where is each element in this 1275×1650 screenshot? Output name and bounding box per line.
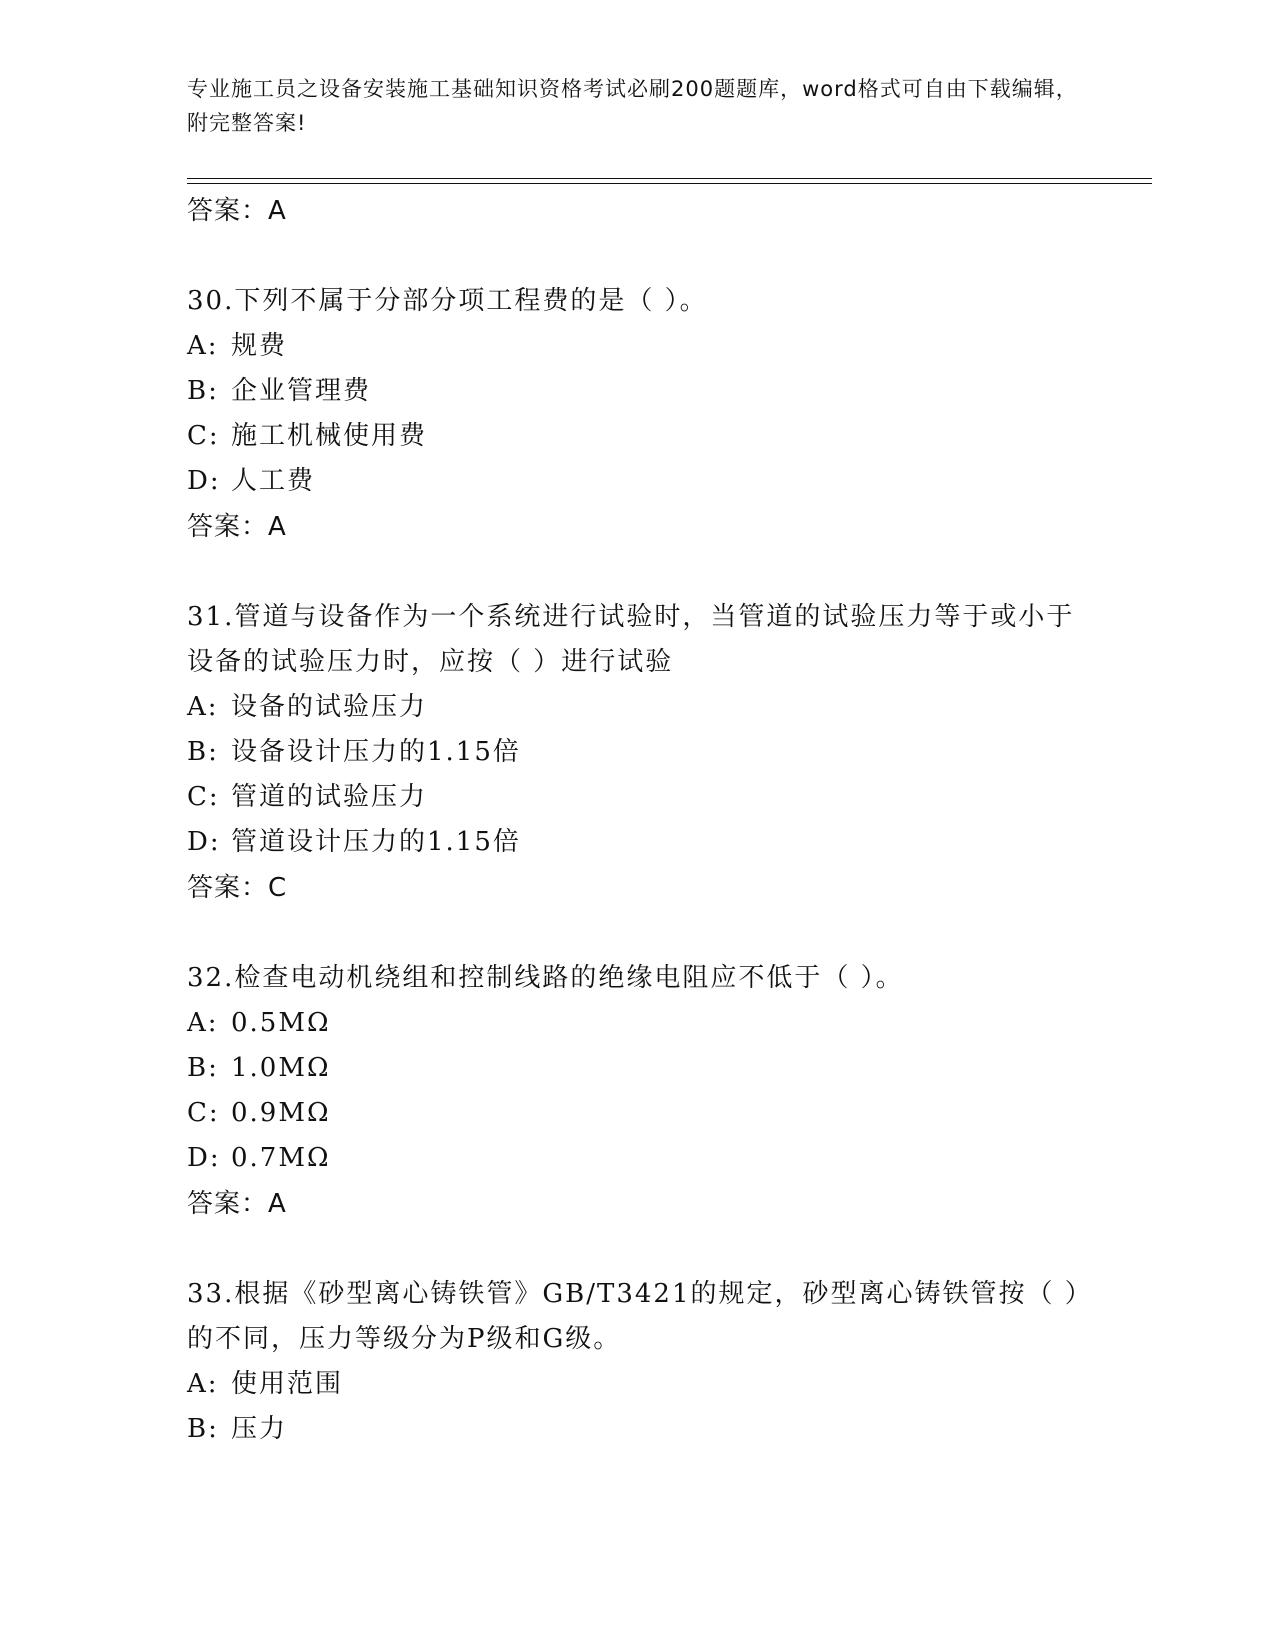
option-text: 0.7MΩ — [231, 1143, 331, 1173]
spacer — [187, 550, 1087, 595]
question-item — [187, 595, 1087, 911]
spacer — [187, 911, 1087, 956]
option-d — [187, 1136, 1087, 1181]
option-text: 1.0MΩ — [231, 1053, 331, 1083]
option-d — [187, 820, 1087, 865]
option-a — [187, 1362, 1087, 1407]
option-text: 规费 — [231, 331, 288, 361]
option-key: C: — [187, 421, 220, 451]
option-a — [187, 1001, 1087, 1046]
question-item — [187, 279, 1087, 550]
option-b — [187, 730, 1087, 775]
option-key: D: — [187, 827, 221, 857]
option-key: A: — [187, 331, 219, 361]
option-a — [187, 324, 1087, 369]
option-text: 管道的试验压力 — [231, 782, 428, 812]
option-text: 使用范围 — [231, 1369, 344, 1399]
option-text: 施工机械使用费 — [231, 421, 428, 451]
question-text: 30.下列不属于分部分项工程费的是（ ）。 — [187, 286, 708, 316]
option-b — [187, 1407, 1087, 1452]
question-item — [187, 956, 1087, 1227]
question-item — [187, 1272, 1087, 1452]
question-text: 33.根据《砂型离心铸铁管》GB/T3421的规定，砂型离心铸铁管按（ ）的不同，压力等级分为P级和G级。 — [187, 1279, 1080, 1354]
answer-line: 答案：A — [187, 512, 287, 542]
option-c — [187, 775, 1087, 820]
answer-line: 答案：A — [187, 1189, 287, 1219]
option-b — [187, 1046, 1087, 1091]
option-text: 企业管理费 — [231, 376, 372, 406]
option-key: B: — [187, 1053, 219, 1083]
option-c — [187, 1091, 1087, 1136]
option-d — [187, 459, 1087, 504]
option-text: 人工费 — [231, 466, 316, 496]
option-key: C: — [187, 782, 220, 812]
option-key: B: — [187, 376, 219, 406]
question-list — [187, 188, 1087, 1452]
option-key: B: — [187, 737, 219, 767]
page-header-title: 专业施工员之设备安装施工基础知识资格考试必刷200题题库，word格式可自由下载编辑，附完整答案! — [187, 77, 1078, 135]
answer-line: 答案：A — [187, 196, 287, 226]
header-divider-bottom — [187, 183, 1152, 184]
option-key: D: — [187, 1143, 221, 1173]
answer-line: 答案：C — [187, 873, 288, 903]
option-key: A: — [187, 1369, 219, 1399]
option-key: D: — [187, 466, 221, 496]
option-key: C: — [187, 1098, 220, 1128]
option-a — [187, 685, 1087, 730]
option-text: 压力 — [231, 1414, 288, 1444]
option-text: 管道设计压力的1.15倍 — [231, 827, 521, 857]
option-key: A: — [187, 1008, 219, 1038]
spacer — [187, 1227, 1087, 1272]
option-c — [187, 414, 1087, 459]
option-key: B: — [187, 1414, 219, 1444]
option-text: 设备的试验压力 — [231, 692, 428, 722]
header-divider-top — [187, 178, 1152, 179]
spacer — [187, 234, 1087, 279]
question-text: 32.检查电动机绕组和控制线路的绝缘电阻应不低于（ ）。 — [187, 963, 904, 993]
option-text: 0.5MΩ — [231, 1008, 331, 1038]
option-text: 设备设计压力的1.15倍 — [231, 737, 521, 767]
option-b — [187, 369, 1087, 414]
option-text: 0.9MΩ — [231, 1098, 331, 1128]
question-text: 31.管道与设备作为一个系统进行试验时，当管道的试验压力等于或小于设备的试验压力时，应按（ ）进行试验 — [187, 602, 1075, 677]
option-key: A: — [187, 692, 219, 722]
